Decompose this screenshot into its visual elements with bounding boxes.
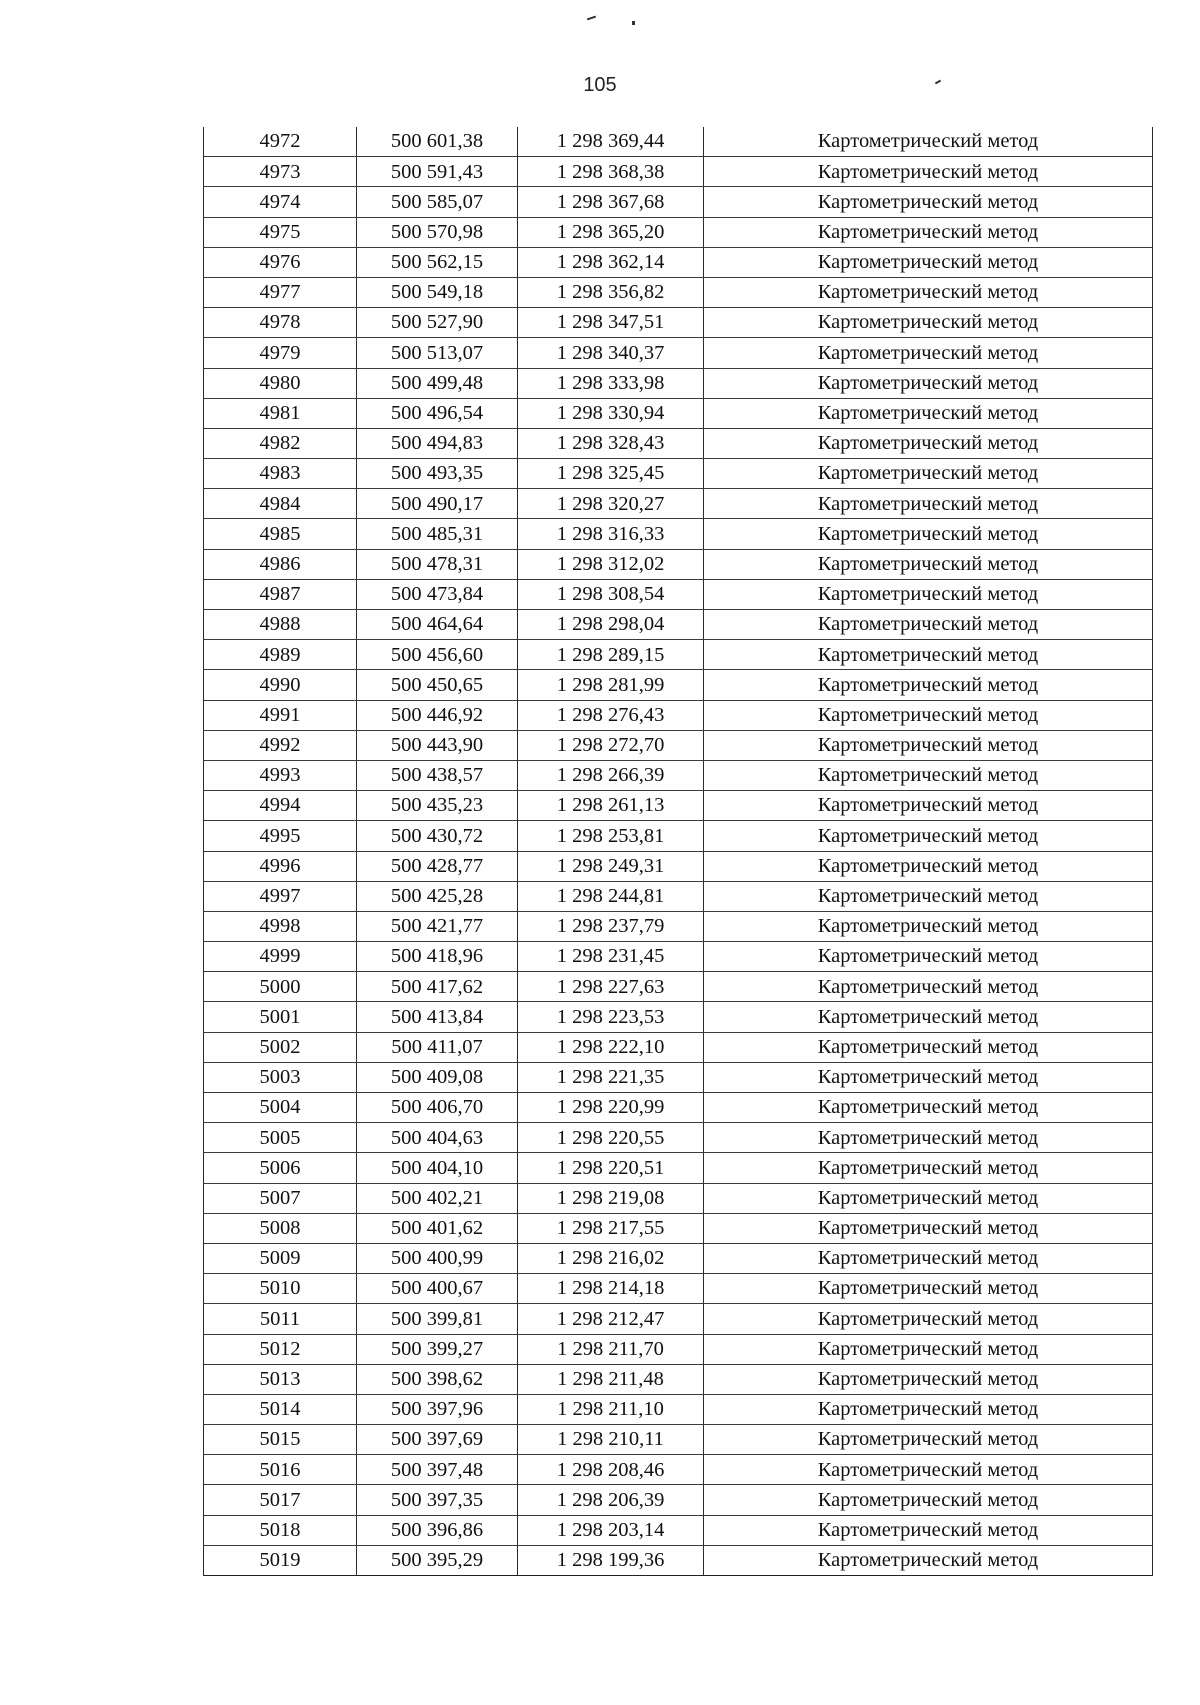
table-row <box>204 1213 1153 1243</box>
table-row <box>204 881 1153 911</box>
point-number-cell: 5017 <box>204 1485 357 1515</box>
point-number-cell: 5000 <box>204 972 357 1002</box>
point-number-cell: 5015 <box>204 1425 357 1455</box>
y-coordinate-cell: 1 298 211,10 <box>518 1394 704 1424</box>
point-number-cell: 4981 <box>204 398 357 428</box>
point-number-cell: 4997 <box>204 881 357 911</box>
point-number-cell: 4986 <box>204 549 357 579</box>
method-cell: Картометрический метод <box>704 1364 1153 1394</box>
method-cell: Картометрический метод <box>704 1545 1153 1575</box>
y-coordinate-cell: 1 298 325,45 <box>518 459 704 489</box>
table-row <box>204 1485 1153 1515</box>
y-coordinate-cell: 1 298 217,55 <box>518 1213 704 1243</box>
page-number: 105 <box>583 74 617 96</box>
point-number-cell: 4992 <box>204 730 357 760</box>
method-cell: Картометрический метод <box>704 157 1153 187</box>
y-coordinate-cell: 1 298 276,43 <box>518 700 704 730</box>
point-number-cell: 4974 <box>204 187 357 217</box>
y-coordinate-cell: 1 298 214,18 <box>518 1274 704 1304</box>
point-number-cell: 5016 <box>204 1455 357 1485</box>
table-row <box>204 398 1153 428</box>
x-coordinate-cell: 500 400,99 <box>357 1243 518 1273</box>
table-row <box>204 1334 1153 1364</box>
y-coordinate-cell: 1 298 212,47 <box>518 1304 704 1334</box>
table-row <box>204 640 1153 670</box>
table-row <box>204 791 1153 821</box>
method-cell: Картометрический метод <box>704 1062 1153 1092</box>
method-cell: Картометрический метод <box>704 911 1153 941</box>
method-cell: Картометрический метод <box>704 1334 1153 1364</box>
point-number-cell: 4994 <box>204 791 357 821</box>
point-number-cell: 5018 <box>204 1515 357 1545</box>
x-coordinate-cell: 500 406,70 <box>357 1093 518 1123</box>
method-cell: Картометрический метод <box>704 610 1153 640</box>
y-coordinate-cell: 1 298 272,70 <box>518 730 704 760</box>
method-cell: Картометрический метод <box>704 881 1153 911</box>
y-coordinate-cell: 1 298 220,99 <box>518 1093 704 1123</box>
point-number-cell: 5006 <box>204 1153 357 1183</box>
point-number-cell: 4982 <box>204 428 357 458</box>
x-coordinate-cell: 500 397,35 <box>357 1485 518 1515</box>
x-coordinate-cell: 500 585,07 <box>357 187 518 217</box>
x-coordinate-cell: 500 443,90 <box>357 730 518 760</box>
table-row <box>204 1425 1153 1455</box>
x-coordinate-cell: 500 418,96 <box>357 942 518 972</box>
y-coordinate-cell: 1 298 330,94 <box>518 398 704 428</box>
method-cell: Картометрический метод <box>704 1485 1153 1515</box>
point-number-cell: 5002 <box>204 1032 357 1062</box>
method-cell: Картометрический метод <box>704 1123 1153 1153</box>
y-coordinate-cell: 1 298 308,54 <box>518 579 704 609</box>
method-cell: Картометрический метод <box>704 1455 1153 1485</box>
point-number-cell: 4989 <box>204 640 357 670</box>
x-coordinate-cell: 500 499,48 <box>357 368 518 398</box>
point-number-cell: 4990 <box>204 670 357 700</box>
method-cell: Картометрический метод <box>704 1032 1153 1062</box>
x-coordinate-cell: 500 409,08 <box>357 1062 518 1092</box>
method-cell: Картометрический метод <box>704 277 1153 307</box>
x-coordinate-cell: 500 397,96 <box>357 1394 518 1424</box>
y-coordinate-cell: 1 298 253,81 <box>518 821 704 851</box>
x-coordinate-cell: 500 478,31 <box>357 549 518 579</box>
x-coordinate-cell: 500 397,69 <box>357 1425 518 1455</box>
table-row <box>204 730 1153 760</box>
x-coordinate-cell: 500 400,67 <box>357 1274 518 1304</box>
point-number-cell: 4984 <box>204 489 357 519</box>
method-cell: Картометрический метод <box>704 1153 1153 1183</box>
point-number-cell: 5001 <box>204 1002 357 1032</box>
x-coordinate-cell: 500 591,43 <box>357 157 518 187</box>
y-coordinate-cell: 1 298 312,02 <box>518 549 704 579</box>
table-row <box>204 1062 1153 1092</box>
point-number-cell: 4972 <box>204 127 357 157</box>
method-cell: Картометрический метод <box>704 1002 1153 1032</box>
x-coordinate-cell: 500 549,18 <box>357 277 518 307</box>
method-cell: Картометрический метод <box>704 851 1153 881</box>
point-number-cell: 4993 <box>204 760 357 790</box>
method-cell: Картометрический метод <box>704 1425 1153 1455</box>
method-cell: Картометрический метод <box>704 549 1153 579</box>
y-coordinate-cell: 1 298 316,33 <box>518 519 704 549</box>
x-coordinate-cell: 500 473,84 <box>357 579 518 609</box>
table-row <box>204 217 1153 247</box>
x-coordinate-cell: 500 446,92 <box>357 700 518 730</box>
table-row <box>204 670 1153 700</box>
method-cell: Картометрический метод <box>704 1243 1153 1273</box>
point-number-cell: 5009 <box>204 1243 357 1273</box>
y-coordinate-cell: 1 298 244,81 <box>518 881 704 911</box>
method-cell: Картометрический метод <box>704 821 1153 851</box>
y-coordinate-cell: 1 298 289,15 <box>518 640 704 670</box>
y-coordinate-cell: 1 298 249,31 <box>518 851 704 881</box>
x-coordinate-cell: 500 411,07 <box>357 1032 518 1062</box>
table-row <box>204 247 1153 277</box>
method-cell: Картометрический метод <box>704 398 1153 428</box>
x-coordinate-cell: 500 601,38 <box>357 127 518 157</box>
table-row <box>204 338 1153 368</box>
y-coordinate-cell: 1 298 211,48 <box>518 1364 704 1394</box>
y-coordinate-cell: 1 298 221,35 <box>518 1062 704 1092</box>
x-coordinate-cell: 500 493,35 <box>357 459 518 489</box>
table-row <box>204 549 1153 579</box>
y-coordinate-cell: 1 298 237,79 <box>518 911 704 941</box>
point-number-cell: 5008 <box>204 1213 357 1243</box>
x-coordinate-cell: 500 494,83 <box>357 428 518 458</box>
y-coordinate-cell: 1 298 333,98 <box>518 368 704 398</box>
method-cell: Картометрический метод <box>704 1394 1153 1424</box>
x-coordinate-cell: 500 404,10 <box>357 1153 518 1183</box>
table-row <box>204 157 1153 187</box>
x-coordinate-cell: 500 404,63 <box>357 1123 518 1153</box>
x-coordinate-cell: 500 417,62 <box>357 972 518 1002</box>
x-coordinate-cell: 500 399,81 <box>357 1304 518 1334</box>
x-coordinate-cell: 500 490,17 <box>357 489 518 519</box>
point-number-cell: 4991 <box>204 700 357 730</box>
x-coordinate-cell: 500 485,31 <box>357 519 518 549</box>
y-coordinate-cell: 1 298 199,36 <box>518 1545 704 1575</box>
y-coordinate-cell: 1 298 220,55 <box>518 1123 704 1153</box>
method-cell: Картометрический метод <box>704 670 1153 700</box>
x-coordinate-cell: 500 570,98 <box>357 217 518 247</box>
table-row <box>204 610 1153 640</box>
point-number-cell: 5013 <box>204 1364 357 1394</box>
x-coordinate-cell: 500 413,84 <box>357 1002 518 1032</box>
method-cell: Картометрический метод <box>704 489 1153 519</box>
x-coordinate-cell: 500 464,64 <box>357 610 518 640</box>
table-row <box>204 1123 1153 1153</box>
point-number-cell: 4996 <box>204 851 357 881</box>
table-row <box>204 459 1153 489</box>
y-coordinate-cell: 1 298 356,82 <box>518 277 704 307</box>
method-cell: Картометрический метод <box>704 217 1153 247</box>
method-cell: Картометрический метод <box>704 972 1153 1002</box>
x-coordinate-cell: 500 421,77 <box>357 911 518 941</box>
point-number-cell: 5007 <box>204 1183 357 1213</box>
point-number-cell: 5003 <box>204 1062 357 1092</box>
x-coordinate-cell: 500 401,62 <box>357 1213 518 1243</box>
method-cell: Картометрический метод <box>704 1515 1153 1545</box>
y-coordinate-cell: 1 298 340,37 <box>518 338 704 368</box>
y-coordinate-cell: 1 298 368,38 <box>518 157 704 187</box>
y-coordinate-cell: 1 298 210,11 <box>518 1425 704 1455</box>
y-coordinate-cell: 1 298 328,43 <box>518 428 704 458</box>
point-number-cell: 4976 <box>204 247 357 277</box>
table-row <box>204 1002 1153 1032</box>
point-number-cell: 4988 <box>204 610 357 640</box>
x-coordinate-cell: 500 425,28 <box>357 881 518 911</box>
x-coordinate-cell: 500 435,23 <box>357 791 518 821</box>
table-row <box>204 489 1153 519</box>
point-number-cell: 5019 <box>204 1545 357 1575</box>
method-cell: Картометрический метод <box>704 700 1153 730</box>
x-coordinate-cell: 500 397,48 <box>357 1455 518 1485</box>
method-cell: Картометрический метод <box>704 730 1153 760</box>
table-row <box>204 127 1153 157</box>
table-row <box>204 1304 1153 1334</box>
y-coordinate-cell: 1 298 231,45 <box>518 942 704 972</box>
table-row <box>204 1455 1153 1485</box>
method-cell: Картометрический метод <box>704 247 1153 277</box>
method-cell: Картометрический метод <box>704 1274 1153 1304</box>
table-row <box>204 428 1153 458</box>
table-row <box>204 821 1153 851</box>
table-row <box>204 1394 1153 1424</box>
table-row <box>204 1032 1153 1062</box>
table-row <box>204 1183 1153 1213</box>
point-number-cell: 5004 <box>204 1093 357 1123</box>
method-cell: Картометрический метод <box>704 338 1153 368</box>
x-coordinate-cell: 500 562,15 <box>357 247 518 277</box>
point-number-cell: 5005 <box>204 1123 357 1153</box>
y-coordinate-cell: 1 298 367,68 <box>518 187 704 217</box>
y-coordinate-cell: 1 298 219,08 <box>518 1183 704 1213</box>
y-coordinate-cell: 1 298 223,53 <box>518 1002 704 1032</box>
method-cell: Картометрический метод <box>704 308 1153 338</box>
x-coordinate-cell: 500 438,57 <box>357 760 518 790</box>
x-coordinate-cell: 500 496,54 <box>357 398 518 428</box>
table-row <box>204 277 1153 307</box>
point-number-cell: 5010 <box>204 1274 357 1304</box>
method-cell: Картометрический метод <box>704 127 1153 157</box>
point-number-cell: 4998 <box>204 911 357 941</box>
x-coordinate-cell: 500 402,21 <box>357 1183 518 1213</box>
table-row <box>204 942 1153 972</box>
table-row <box>204 1243 1153 1273</box>
y-coordinate-cell: 1 298 208,46 <box>518 1455 704 1485</box>
method-cell: Картометрический метод <box>704 791 1153 821</box>
y-coordinate-cell: 1 298 266,39 <box>518 760 704 790</box>
table-row <box>204 1093 1153 1123</box>
x-coordinate-cell: 500 396,86 <box>357 1515 518 1545</box>
point-number-cell: 4979 <box>204 338 357 368</box>
point-number-cell: 5011 <box>204 1304 357 1334</box>
y-coordinate-cell: 1 298 347,51 <box>518 308 704 338</box>
y-coordinate-cell: 1 298 320,27 <box>518 489 704 519</box>
y-coordinate-cell: 1 298 365,20 <box>518 217 704 247</box>
method-cell: Картометрический метод <box>704 1093 1153 1123</box>
y-coordinate-cell: 1 298 298,04 <box>518 610 704 640</box>
point-number-cell: 4983 <box>204 459 357 489</box>
x-coordinate-cell: 500 456,60 <box>357 640 518 670</box>
y-coordinate-cell: 1 298 281,99 <box>518 670 704 700</box>
table-row <box>204 1515 1153 1545</box>
table-row <box>204 760 1153 790</box>
point-number-cell: 4987 <box>204 579 357 609</box>
point-number-cell: 5012 <box>204 1334 357 1364</box>
point-number-cell: 4995 <box>204 821 357 851</box>
y-coordinate-cell: 1 298 369,44 <box>518 127 704 157</box>
x-coordinate-cell: 500 399,27 <box>357 1334 518 1364</box>
method-cell: Картометрический метод <box>704 187 1153 217</box>
y-coordinate-cell: 1 298 261,13 <box>518 791 704 821</box>
coordinates-table-body <box>204 127 1153 1576</box>
table-row <box>204 700 1153 730</box>
table-row <box>204 308 1153 338</box>
y-coordinate-cell: 1 298 216,02 <box>518 1243 704 1273</box>
point-number-cell: 4975 <box>204 217 357 247</box>
point-number-cell: 4985 <box>204 519 357 549</box>
table-row <box>204 851 1153 881</box>
x-coordinate-cell: 500 430,72 <box>357 821 518 851</box>
method-cell: Картометрический метод <box>704 368 1153 398</box>
method-cell: Картометрический метод <box>704 640 1153 670</box>
table-row <box>204 579 1153 609</box>
table-row <box>204 1545 1153 1575</box>
y-coordinate-cell: 1 298 211,70 <box>518 1334 704 1364</box>
table-row <box>204 1364 1153 1394</box>
y-coordinate-cell: 1 298 362,14 <box>518 247 704 277</box>
y-coordinate-cell: 1 298 206,39 <box>518 1485 704 1515</box>
method-cell: Картометрический метод <box>704 459 1153 489</box>
point-number-cell: 4977 <box>204 277 357 307</box>
method-cell: Картометрический метод <box>704 519 1153 549</box>
method-cell: Картометрический метод <box>704 1183 1153 1213</box>
table-row <box>204 1153 1153 1183</box>
x-coordinate-cell: 500 398,62 <box>357 1364 518 1394</box>
table-row <box>204 519 1153 549</box>
method-cell: Картометрический метод <box>704 428 1153 458</box>
table-row <box>204 187 1153 217</box>
coordinates-table <box>203 127 1153 1576</box>
x-coordinate-cell: 500 450,65 <box>357 670 518 700</box>
table-row <box>204 911 1153 941</box>
method-cell: Картометрический метод <box>704 760 1153 790</box>
table-row <box>204 1274 1153 1304</box>
table-row <box>204 972 1153 1002</box>
point-number-cell: 5014 <box>204 1394 357 1424</box>
x-coordinate-cell: 500 513,07 <box>357 338 518 368</box>
method-cell: Картометрический метод <box>704 1213 1153 1243</box>
method-cell: Картометрический метод <box>704 1304 1153 1334</box>
y-coordinate-cell: 1 298 222,10 <box>518 1032 704 1062</box>
y-coordinate-cell: 1 298 220,51 <box>518 1153 704 1183</box>
x-coordinate-cell: 500 527,90 <box>357 308 518 338</box>
y-coordinate-cell: 1 298 227,63 <box>518 972 704 1002</box>
y-coordinate-cell: 1 298 203,14 <box>518 1515 704 1545</box>
table-row <box>204 368 1153 398</box>
point-number-cell: 4973 <box>204 157 357 187</box>
x-coordinate-cell: 500 395,29 <box>357 1545 518 1575</box>
point-number-cell: 4978 <box>204 308 357 338</box>
method-cell: Картометрический метод <box>704 942 1153 972</box>
method-cell: Картометрический метод <box>704 579 1153 609</box>
x-coordinate-cell: 500 428,77 <box>357 851 518 881</box>
point-number-cell: 4999 <box>204 942 357 972</box>
point-number-cell: 4980 <box>204 368 357 398</box>
